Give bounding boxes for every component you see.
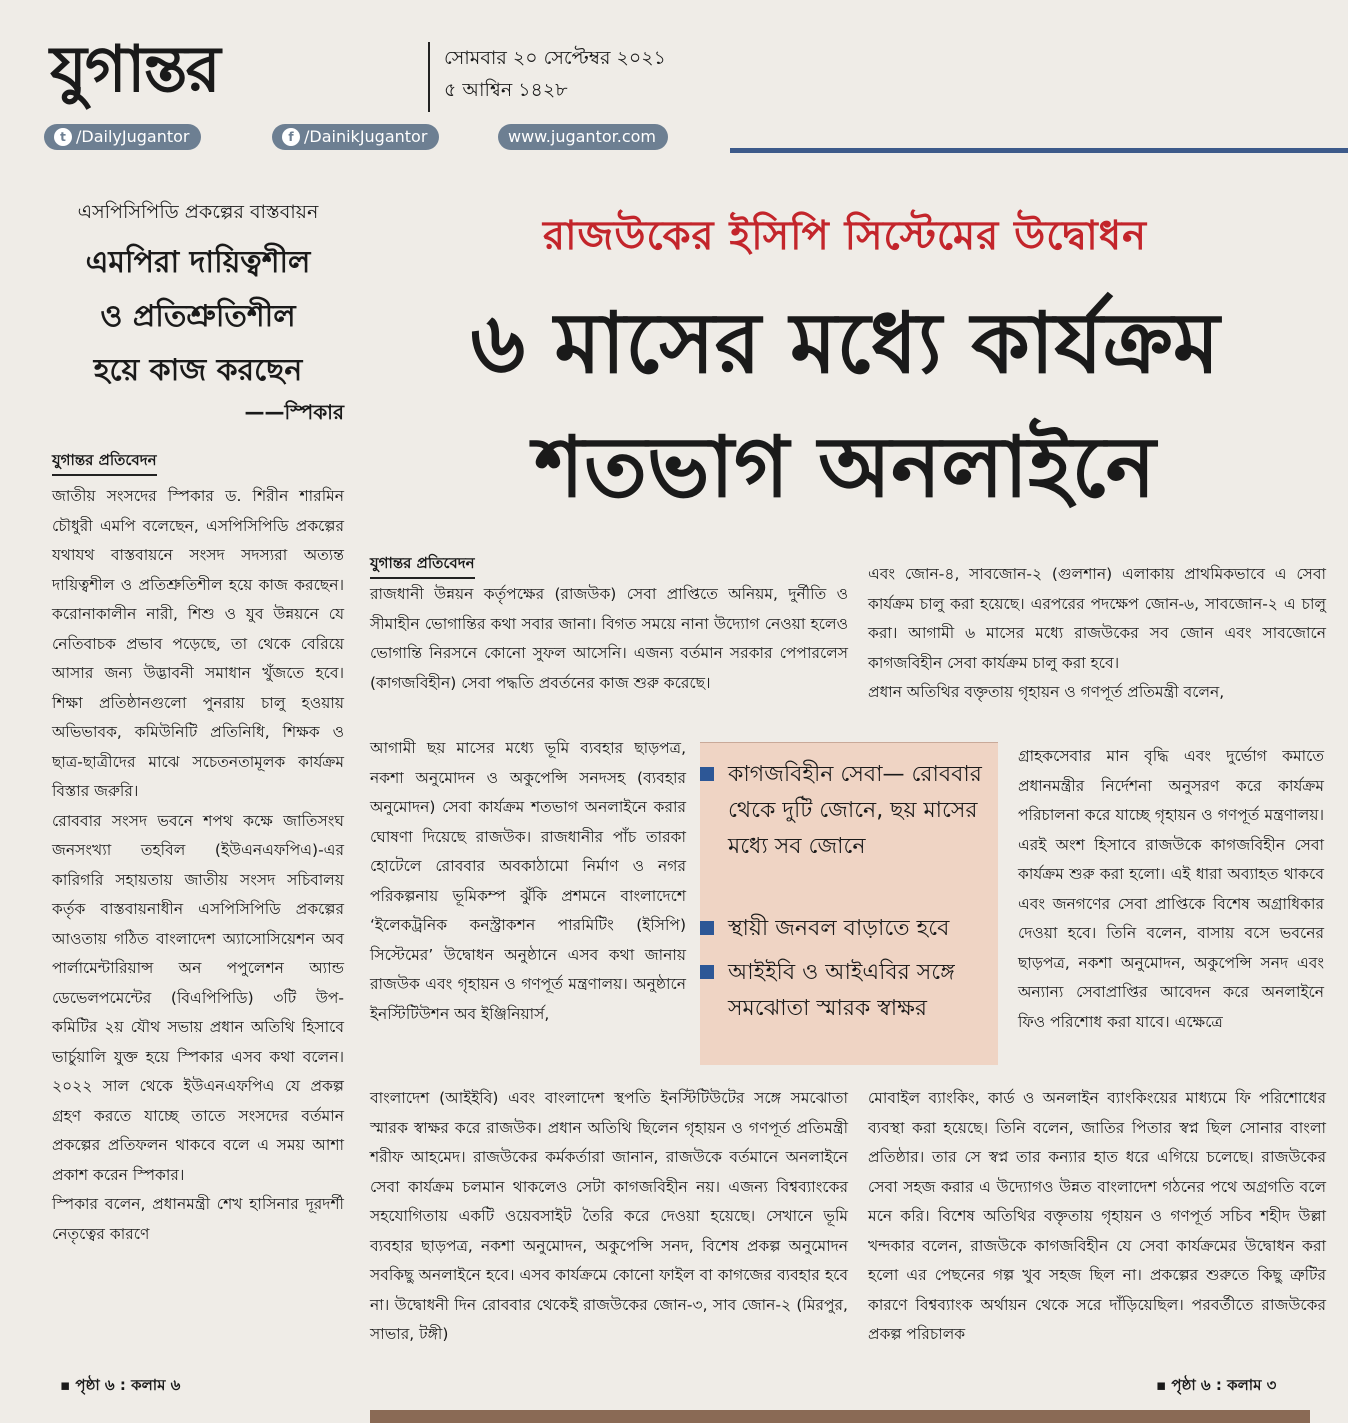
main-col-a-low (370, 1084, 848, 1350)
main-paragraph: গ্রাহকসেবার মান বৃদ্ধি এবং দুর্ভোগ কমাতে প্রধানমন্ত্রীর নির্দেশনা অনুসরণ করে কার্যক্রম পরিচালনা করে যাচ্ছে গৃহায়ন ও গণপূর্ত মন্ত্রণালয়। এরই অংশ হিসাবে রাজউকে কাগজবিহীন সেবা কার্যক্রম শুরু করা হলো। এই ধারা অব্যাহত থাকবে এবং জনগণের সেবা প্রাপ্তিকে বিশেষ অগ্রাধিকার দেওয়া হবে। তিনি বলেন, বাসায় বসে ভবনের ছাড়পত্র, নকশা অনুমোদন, অকুপেন্সি সনদ এবং অন্যান্য সেবাপ্রাপ্তির আবেদন করে অনলাইনে ফিও পরিশোধ করা যাবে। এক্ষেত্রে (1018, 747, 1324, 1031)
left-headline-line: ও প্রতিশ্রুতিশীল (100, 299, 296, 334)
twitter-pill (44, 124, 201, 150)
main-story-byline: যুগান্তর প্রতিবেদন (370, 552, 475, 579)
highlight-text: কাগজবিহীন সেবা— রোববার থেকে দুটি জোনে, ছয় মাসের মধ্যে সব জোনে (728, 762, 982, 859)
main-col-a-mid (370, 734, 686, 1029)
highlight-item (700, 955, 998, 1027)
main-paragraph: এবং জোন-৪, সাবজোন-২ (গুলশান) এলাকায় প্রাথমিকভাবে এ সেবা কার্যক্রম চালু করা হয়েছে। এরপরের পদক্ষেপ জোন-৬, সাবজোন-২ এ চালু করা। আগামী ৬ মাসের মধ্যে রাজউকের সব জোন এবং সাবজোনে কাগজবিহীন সেবা কার্যক্রম চালু করা হবে। (868, 565, 1326, 672)
main-paragraph: বাংলাদেশ (আইইবি) এবং বাংলাদেশ স্থপতি ইনস্টিটিউটের সঙ্গে সমঝোতা স্মারক স্বাক্ষর করে রাজউক। প্রধান অতিথি ছিলেন গৃহায়ন ও গণপূর্ত প্রতিমন্ত্রী শরীফ আহমেদ। রাজউকের কর্মকর্তারা জানান, রাজউকে বর্তমানে অনলাইনে সেবা কার্যক্রম চলমান থাকলেও সেটা কাগজবিহীন নয়। এজন্য বিশ্বব্যাংকের সহযোগিতায় একটি ওয়েবসাইট তৈরি করে দেওয়া হয়েছে। সেখানে ভূমি ব্যবহার ছাড়পত্র, নকশা অনুমোদন, অকুপেন্সি সনদ, বিশেষ প্রকল্প অনুমোদন সবকিছু অনলাইনে হবে। এসব কার্যক্রমে কোনো ফাইল বা কাগজের ব্যবহার হবে না। উদ্বোধনী দিন রোববার থেকেই রাজউকের জোন-৩, সাব জোন-২ (মিরপুর, সাভার, টঙ্গী) (370, 1089, 848, 1343)
bullet-square-icon (700, 767, 714, 781)
left-story (52, 198, 344, 1249)
main-col-b-low (868, 1084, 1326, 1350)
main-paragraph: রাজধানী উন্নয়ন কর্তৃপক্ষের (রাজউক) সেবা প্রাপ্তিতে অনিয়ম, দুর্নীতি ও সীমাহীন ভোগান্তির কথা সবার জানা। বিগত সময়ে নানা উদ্যোগ নেওয়া হলেও ভোগান্তি নিরসনে কোনো সুফল আসেনি। এজন্য বর্তমান সরকার পেপারলেস (কাগজবিহীন) সেবা পদ্ধতি প্রবর্তনের কাজ শুরু করেছে। (370, 585, 848, 692)
highlight-text: আইইবি ও আইএবির সঙ্গে সমঝোতা স্মারক স্বাক্ষর (728, 960, 955, 1021)
highlight-box (700, 742, 998, 1065)
main-paragraph: আগামী ছয় মাসের মধ্যে ভূমি ব্যবহার ছাড়পত্র, নকশা অনুমোদন ও অকুপেন্সি সনদসহ (ব্যবহার অনুমোদন) সেবা কার্যক্রম শতভাগ অনলাইনে করার ঘোষণা দিয়েছে রাজউক। রাজধানীর পাঁচ তারকা হোটেলে রোববার অবকাঠামো নির্মাণ ও নগর পরিকল্পনায় ভূমিকম্প ঝুঁকি প্রশমনে বাংলাদেশে ‘ইলেকট্রনিক কনস্ট্রাকশন পারমিটিং (ইসিপি) সিস্টেমের’ উদ্বোধন অনুষ্ঠানে এসব কথা জানায় রাজউক এবং গৃহায়ন ও গণপূর্ত মন্ত্রণালয়। অনুষ্ঠানে ইনস্টিটিউশন অব ইঞ্জিনিয়ার্স, (370, 739, 686, 1023)
main-story-kicker: রাজউকের ইসিপি সিস্টেমের উদ্বোধন (542, 213, 1148, 259)
main-headline-line1: ৬ মাসের মধ্যে কার্যক্রম (470, 294, 1220, 392)
main-col-a-top (370, 580, 848, 698)
dateline (428, 42, 744, 112)
twitter-icon: t (54, 128, 72, 146)
left-headline-line: হয়ে কাজ করছেন (93, 353, 303, 388)
main-col-b-mid (1018, 742, 1324, 1037)
main-paragraph: মোবাইল ব্যাংকিং, কার্ড ও অনলাইন ব্যাংকিংয়ের মাধ্যমে ফি পরিশোধের ব্যবস্থা করা হয়েছে। তিনি বলেন, জাতির পিতার স্বপ্ন ছিল সোনার বাংলা প্রতিষ্ঠার। তার সে স্বপ্ন তার কন্যার হাত ধরে এগিয়ে চলেছে। রাজউকের সেবা সহজ করার এ উদ্যোগও উন্নত বাংলাদেশ গঠনের পথে অগ্রগতি বলে মনে করি। বিশেষ অতিথির বক্তৃতায় গৃহায়ন ও গণপূর্ত সচিব শহীদ উল্লা খন্দকার বলেন, রাজউকে কাগজবিহীন যে সেবা কার্যক্রমের উদ্বোধন করা হলো এর পেছনের গল্প খুব সহজ ছিল না। প্রকল্পের শুরুতে কিছু ত্রুটির কারণে বিশ্বব্যাংক অর্থায়ন থেকে সরে দাঁড়িয়েছিল। পরবর্তীতে রাজউকের প্রকল্প পরিচালক (868, 1089, 1326, 1343)
left-story-kicker: এসপিসিপিডি প্রকল্পের বাস্তবায়ন (77, 201, 319, 223)
highlight-item (700, 911, 998, 947)
left-story-attribution: ——স্পিকার (244, 400, 344, 424)
main-col-b-top (868, 560, 1326, 708)
left-story-paragraph: স্পিকার বলেন, প্রধানমন্ত্রী শেখ হাসিনার দূরদর্শী নেতৃত্বের কারণে (52, 1195, 344, 1243)
twitter-handle: /DailyJugantor (76, 127, 190, 146)
website-url: www.jugantor.com (508, 127, 656, 146)
bullet-square-icon (700, 921, 714, 935)
date-gregorian: সোমবার ২০ সেপ্টেম্বর ২০২১ (444, 47, 666, 69)
left-story-continued: ▪ পৃষ্ঠা ৬ : কলাম ৬ (60, 1376, 181, 1394)
highlight-text: স্থায়ী জনবল বাড়াতে হবে (728, 916, 950, 941)
top-rule (730, 148, 1348, 153)
left-story-paragraph: জাতীয় সংসদের স্পিকার ড. শিরীন শারমিন চৌধুরী এমপি বলেছেন, এসপিসিপিডি প্রকল্পের যথাযথ বাস্তবায়নে সংসদ সদস্যরা অত্যন্ত দায়িত্বশীল ও প্রতিশ্রুতিশীল হয়ে কাজ করছেন। করোনাকালীন নারী, শিশু ও যুব উন্নয়নে যে নেতিবাচক প্রভাব পড়েছে, তা থেকে বেরিয়ে আসার জন্য উদ্ভাবনী সমাধান খুঁজতে হবে। শিক্ষা প্রতিষ্ঠানগুলো পুনরায় চালু হওয়ায় অভিভাবক, কমিউনিটি প্রতিনিধি, শিক্ষক ও ছাত্র-ছাত্রীদের মাঝে সচেতনতামূলক কার্যক্রম বিস্তার জরুরি। (52, 487, 344, 800)
bullet-square-icon (700, 965, 714, 979)
masthead-logo (50, 30, 410, 110)
left-story-headline (52, 236, 344, 398)
website-pill (498, 124, 668, 150)
main-headline-line2: শতভাগ অনলাইনে (534, 418, 1156, 516)
bottom-photo-strip (370, 1410, 1310, 1423)
left-story-byline: যুগান্তর প্রতিবেদন (52, 449, 157, 476)
facebook-pill (272, 124, 439, 150)
facebook-handle: /DainikJugantor (304, 127, 428, 146)
left-story-paragraph: রোববার সংসদ ভবনে শপথ কক্ষে জাতিসংঘ জনসংখ্যা তহবিল (ইউএনএফপিএ)-এর কারিগরি সহায়তায় জাতীয় সংসদ সচিবালয় কর্তৃক বাস্তবায়নাধীন এসপিসিপিডি প্রকল্পের আওতায় গঠিত বাংলাদেশ অ্যাসোসিয়েশন অব পার্লামেন্টারিয়ান্স অন পপুলেশন অ্যান্ড ডেভেলপমেন্টের (বিএপিপিডি) ৩টি উপ-কমিটির ২য় যৌথ সভায় প্রধান অতিথি হিসাবে ভার্চুয়ালি যুক্ত হয়ে স্পিকার এসব কথা বলেন। ২০২২ সাল থেকে ইউএনএফপিএ যে প্রকল্প গ্রহণ করতে যাচ্ছে তাতে সংসদের বর্তমান প্রকল্পের প্রতিফলন থাকবে বলে এ সময় আশা প্রকাশ করেন স্পিকার। (52, 811, 344, 1184)
highlight-item (700, 757, 998, 865)
main-paragraph-lead: প্রধান অতিথির বক্তৃতায় গৃহায়ন ও গণপূর্ত প্রতিমন্ত্রী বলেন, (868, 683, 1225, 701)
left-headline-line: এমপিরা দায়িত্বশীল (85, 245, 311, 280)
logo-text: যুগান্তর (50, 33, 219, 107)
main-story-continued: ▪ পৃষ্ঠা ৬ : কলাম ৩ (1156, 1376, 1277, 1394)
date-bangla: ৫ আশ্বিন ১৪২৮ (444, 79, 568, 101)
facebook-icon: f (282, 128, 300, 146)
